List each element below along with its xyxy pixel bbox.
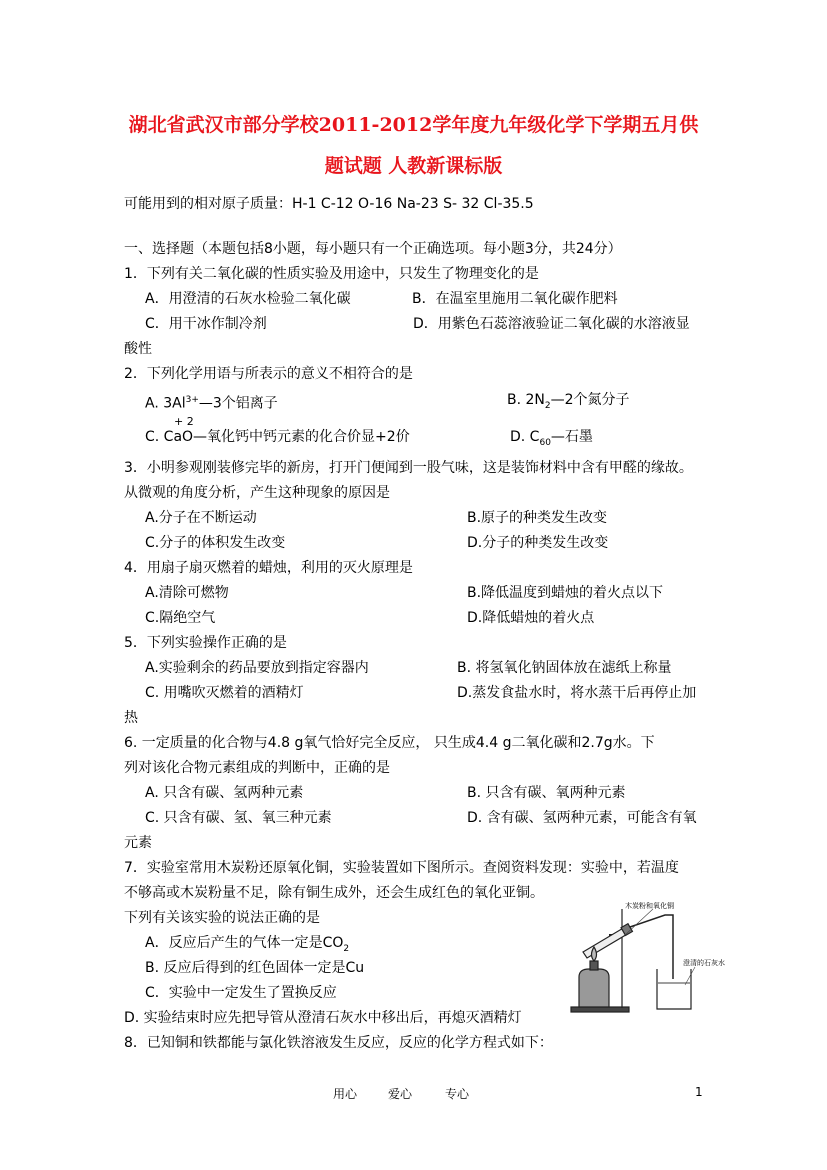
q2c-pre: C. C — [145, 429, 174, 445]
question-2-option-b — [507, 391, 630, 415]
q7a-pre: A．反应后产生的气体一定是CO — [145, 935, 344, 951]
title-line-1: 湖北省武汉市部分学校2011-2012学年度九年级化学下学期五月供 — [128, 114, 699, 136]
question-3-option-d: D.分子的种类发生改变 — [467, 535, 609, 551]
question-7-option-c: C．实验中一定发生了置换反应 — [145, 985, 337, 1001]
question-5-option-d: D.蒸发食盐水时，将水蒸干后再停止加 — [457, 685, 697, 701]
beaker — [657, 969, 691, 1009]
stand-base — [571, 1007, 629, 1012]
page-number: 1 — [695, 1085, 703, 1099]
lamp-flame — [592, 947, 597, 961]
footer-motto-2: 爱心 — [388, 1087, 413, 1101]
question-1-stem: 1．下列有关二氧化碳的性质实验及用途中，只发生了物理变化的是 — [124, 266, 539, 282]
question-3-option-a: A.分子在不断运动 — [145, 510, 257, 526]
question-2-stem: 2．下列化学用语与所表示的意义不相符合的是 — [124, 366, 413, 382]
question-4-stem: 4．用扇子扇灭燃着的蜡烛，利用的灭火原理是 — [124, 560, 413, 576]
question-7-option-d: D. 实验结束时应先把导管从澄清石灰水中移出后，再熄灭酒精灯 — [124, 1010, 522, 1026]
question-5-option-b: B. 将氢氧化钠固体放在滤纸上称量 — [457, 660, 672, 676]
question-4-option-a: A.清除可燃物 — [145, 585, 229, 601]
q2b-post: —2个氮分子 — [550, 392, 630, 408]
question-6-option-a: A. 只含有碳、氢两种元素 — [145, 785, 304, 801]
footer-motto-1: 用心 — [333, 1087, 358, 1101]
question-2-option-d — [510, 428, 593, 452]
q2a-pre: A. 3Al — [145, 395, 186, 412]
question-1-option-b: B．在温室里施用二氧化碳作肥料 — [412, 291, 618, 307]
question-6-stem-2: 列对该化合物元素组成的判断中，正确的是 — [124, 760, 390, 776]
atomic-masses: 可能用到的相对原子质量：H-1 C-12 O-16 Na-23 S- 32 Cl-35.5 — [124, 196, 534, 212]
question-6-option-d-cont: 元素 — [124, 835, 152, 851]
question-6-option-d: D. 含有碳、氢两种元素，可能含有氧 — [467, 810, 697, 826]
question-7-stem-3: 下列有关该实验的说法正确的是 — [124, 910, 320, 926]
alcohol-lamp — [579, 969, 609, 1007]
q2b-pre: B. 2N — [507, 392, 545, 408]
question-4-option-d: D.降低蜡烛的着火点 — [467, 610, 595, 626]
question-2-option-a — [145, 391, 278, 413]
lamp-wick — [590, 961, 598, 970]
question-8-stem: 8．已知铜和铁都能与氯化铁溶液发生反应，反应的化学方程式如下： — [124, 1035, 553, 1051]
q2c-post: aO—氧化钙中钙元素的化合价显+2价 — [173, 429, 410, 445]
question-6-option-b: B. 只含有碳、氧两种元素 — [467, 785, 626, 801]
question-7-stem-1: 7．实验室常用木炭粉还原氧化铜，实验装置如下图所示。查阅资料发现：实验中，若温度 — [124, 860, 679, 876]
question-5-stem: 5．下列实验操作正确的是 — [124, 635, 287, 651]
question-7-option-b: B. 反应后得到的红色固体一定是Cu — [145, 960, 365, 976]
question-5-option-c: C. 用嘴吹灭燃着的酒精灯 — [145, 685, 304, 701]
footer-motto-3: 专心 — [445, 1087, 470, 1101]
question-2-option-c — [145, 428, 410, 446]
q2d-sub: 60 — [539, 437, 551, 448]
experiment-apparatus-diagram — [565, 897, 737, 1015]
question-3-stem-2: 从微观的角度分析，产生这种现象的原因是 — [124, 485, 390, 501]
q2a-post: —3个铝离子 — [198, 395, 278, 412]
q2d-post: —石墨 — [550, 429, 593, 445]
question-7-option-a — [145, 934, 349, 958]
question-2-valence-mark: + 2 — [174, 415, 194, 428]
question-5-option-d-cont: 热 — [124, 710, 138, 726]
q2d-pre: D. C — [510, 429, 540, 445]
q2a-sup: 3+ — [185, 395, 199, 405]
question-1-option-d: D．用紫色石蕊溶液验证二氧化碳的水溶液显 — [413, 316, 690, 332]
question-1-option-c: C．用干冰作制冷剂 — [145, 316, 267, 332]
question-4-option-c: C.隔绝空气 — [145, 610, 216, 626]
label-carbon-copper-oxide: 木炭粉和氧化铜 — [625, 902, 674, 910]
section-heading: 一、选择题（本题包括8小题，每小题只有一个正确选项。每小题3分，共24分） — [124, 241, 622, 257]
question-3-stem-1: 3．小明参观刚装修完毕的新房，打开门便闻到一股气味，这是装饰材料中含有甲醛的缘故。 — [124, 460, 693, 476]
question-3-option-c: C.分子的体积发生改变 — [145, 535, 286, 551]
question-7-stem-2: 不够高或木炭粉量不足，除有铜生成外，还会生成红色的氧化亚铜。 — [124, 885, 544, 901]
question-3-option-b: B.原子的种类发生改变 — [467, 510, 608, 526]
question-1-option-a: A．用澄清的石灰水检验二氧化碳 — [145, 291, 351, 307]
q2b-sub: 2 — [544, 400, 551, 411]
question-1-option-d-cont: 酸性 — [124, 341, 152, 357]
title-line-2: 题试题 人教新课标版 — [324, 155, 503, 177]
question-6-option-c: C. 只含有碳、氢、氧三种元素 — [145, 810, 332, 826]
q7a-sub: 2 — [343, 943, 350, 954]
question-4-option-b: B.降低温度到蜡烛的着火点以下 — [467, 585, 664, 601]
question-5-option-a: A.实验剩余的药品要放到指定容器内 — [145, 660, 369, 676]
label-limewater: 澄清的石灰水 — [683, 959, 725, 967]
question-6-stem-1: 6. 一定质量的化合物与4.8 g氧气恰好完全反应， 只生成4.4 g二氧化碳和2.7g水。下 — [124, 735, 655, 751]
